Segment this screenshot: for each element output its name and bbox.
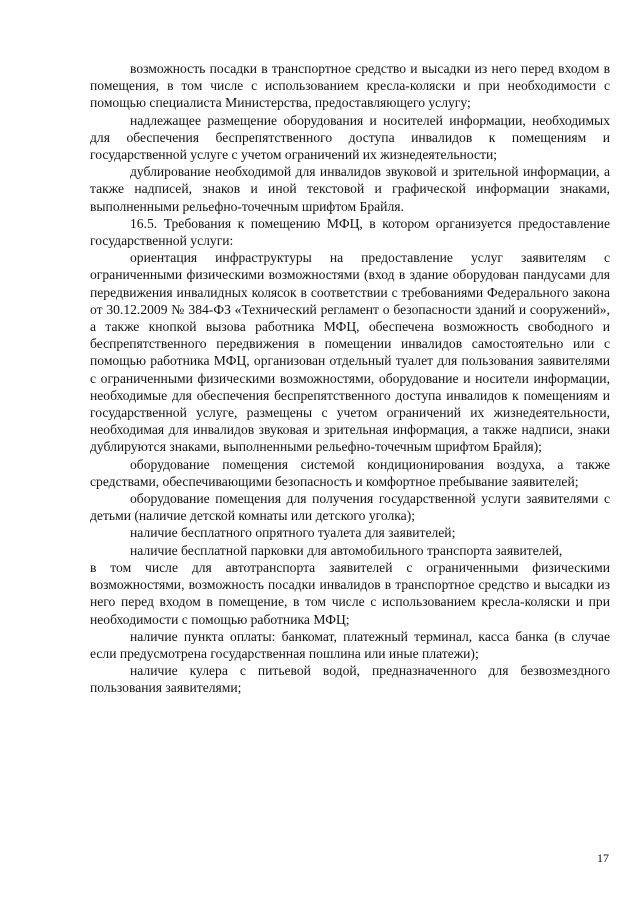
paragraph: наличие пункта оплаты: банкомат, платежный терминал, касса банка (в случае если предусмотрена государственная пошлина или иные платежи); bbox=[90, 628, 610, 661]
paragraph: оборудование помещения системой кондиционирования воздуха, а также средствами, обеспечивающими безопасность и комфортное пребывание заявителей; bbox=[90, 456, 610, 489]
paragraph: ориентация инфраструктуры на предоставление услуг заявителям с ограниченными физическими возможностями (вход в здание оборудован пандусами для передвижения инвалидных колясок в соответствии с требованиями Федерального закона от 30.12.2009 № 384-ФЗ «Технический регламент о безопасности зданий и сооружений», а также кнопкой вызова работника МФЦ, обеспечена возможность свободного и беспрепятственного передвижения в помещении инвалидов самостоятельно или с помощью работника МФЦ, организован отдельный туалет для пользования заявителями с ограниченными физическими возможностями, оборудование и носители информации, необходимые для обеспечения беспрепятственного доступа инвалидов к помещениям и государственной услуге, размещены с учетом ограничений их жизнедеятельности, необходимая для инвалидов звуковая и зрительная информация, а также надписи, знаки дублируются знаками, выполненными рельефно-точечным шрифтом Брайля); bbox=[90, 250, 610, 455]
document-body bbox=[90, 60, 610, 697]
section-heading-16-5: 16.5. Требования к помещению МФЦ, в котором организуется предоставление государственной услуги: bbox=[90, 215, 610, 249]
paragraph: возможность посадки в транспортное средство и высадки из него перед входом в помещения, в том числе с использованием кресла-коляски и при необходимости с помощью специалиста Министерства, предоставляющего услугу; bbox=[90, 61, 610, 111]
page-number: 17 bbox=[597, 851, 609, 865]
paragraph: наличие бесплатного опрятного туалета для заявителей; bbox=[130, 525, 456, 541]
paragraph: надлежащее размещение оборудования и носителей информации, необходимых для обеспечения беспрепятственного доступа инвалидов к помещениям и государственной услуге с учетом ограничений их жизнедеятельности; bbox=[90, 112, 610, 163]
paragraph: оборудование помещения для получения государственной услуги заявителями с детьми (наличие детской комнаты или детского уголка); bbox=[90, 491, 610, 524]
paragraph: дублирование необходимой для инвалидов звуковой и зрительной информации, а также надписей, знаков и иной текстовой и графической информации знаками, выполненными рельефно-точечным шрифтом Брайля. bbox=[90, 164, 610, 214]
paragraph: наличие бесплатной парковки для автомобильного транспорта заявителей, bbox=[130, 542, 563, 558]
paragraph: в том числе для автотранспорта заявителей с ограниченными физическими возможностями, возможность посадки инвалидов в транспортное средство и высадки из него перед входом в помещение, в том числе с использованием кресла-коляски и при необходимости с помощью работника МФЦ; bbox=[90, 559, 610, 627]
paragraph: наличие кулера с питьевой водой, предназначенного для безвозмездного пользования заявителями; bbox=[90, 663, 610, 696]
